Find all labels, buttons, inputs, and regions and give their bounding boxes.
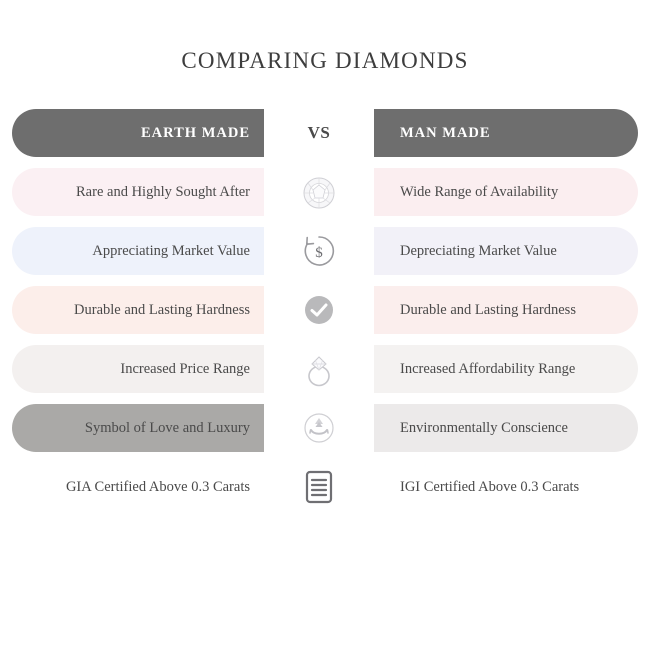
header-label-earth-made: EARTH MADE bbox=[141, 124, 250, 141]
row-cell-middle bbox=[264, 345, 374, 393]
header-cell-middle bbox=[264, 109, 374, 157]
dollar-refresh-icon bbox=[298, 230, 340, 272]
page-title: COMPARING DIAMONDS bbox=[181, 48, 469, 73]
check-circle-icon bbox=[298, 289, 340, 331]
row-cell-right bbox=[374, 345, 638, 393]
row-cell-left bbox=[12, 345, 264, 393]
row-cell-middle bbox=[264, 227, 374, 275]
table-row bbox=[12, 286, 638, 334]
row-cell-middle bbox=[264, 286, 374, 334]
row-label-left: Durable and Lasting Hardness bbox=[74, 301, 250, 318]
row-cell-right bbox=[374, 286, 638, 334]
hand-leaf-icon bbox=[298, 407, 340, 449]
row-cell-left bbox=[12, 168, 264, 216]
row-label-right: IGI Certified Above 0.3 Carats bbox=[400, 478, 580, 495]
row-label-left: GIA Certified Above 0.3 Carats bbox=[65, 478, 250, 495]
table-row bbox=[12, 168, 638, 216]
table-row bbox=[12, 404, 638, 452]
row-cell-right bbox=[374, 404, 638, 452]
row-label-left: Symbol of Love and Luxury bbox=[84, 419, 250, 436]
row-label-right: Durable and Lasting Hardness bbox=[400, 301, 576, 318]
header-label-vs: VS bbox=[307, 123, 331, 142]
certificate-document-icon bbox=[298, 466, 340, 508]
row-cell-left bbox=[12, 404, 264, 452]
row-label-left: Appreciating Market Value bbox=[92, 242, 250, 259]
row-cell-middle bbox=[264, 463, 374, 511]
row-cell-middle bbox=[264, 404, 374, 452]
table-row bbox=[12, 227, 638, 275]
row-cell-right bbox=[374, 168, 638, 216]
header-cell-right bbox=[374, 109, 638, 157]
row-cell-middle bbox=[264, 168, 374, 216]
table-row bbox=[12, 463, 638, 511]
row-label-right: Environmentally Conscience bbox=[400, 419, 568, 436]
header-cell-left bbox=[12, 109, 264, 157]
brilliant-cut-diamond-icon bbox=[298, 171, 340, 213]
table-header-row bbox=[12, 109, 638, 157]
svg-text:$: $ bbox=[315, 245, 323, 261]
comparison-table bbox=[0, 109, 650, 511]
row-label-right: Increased Affordability Range bbox=[400, 360, 576, 377]
row-cell-right bbox=[374, 227, 638, 275]
header-label-man-made: MAN MADE bbox=[400, 124, 491, 141]
row-cell-left bbox=[12, 463, 264, 511]
row-label-right: Depreciating Market Value bbox=[400, 242, 557, 259]
diamond-ring-icon bbox=[298, 348, 340, 390]
row-cell-right bbox=[374, 463, 638, 511]
row-label-right: Wide Range of Availability bbox=[400, 183, 559, 200]
row-cell-left bbox=[12, 227, 264, 275]
table-row bbox=[12, 345, 638, 393]
row-label-left: Increased Price Range bbox=[120, 360, 250, 377]
row-label-left: Rare and Highly Sought After bbox=[76, 183, 250, 200]
row-cell-left bbox=[12, 286, 264, 334]
